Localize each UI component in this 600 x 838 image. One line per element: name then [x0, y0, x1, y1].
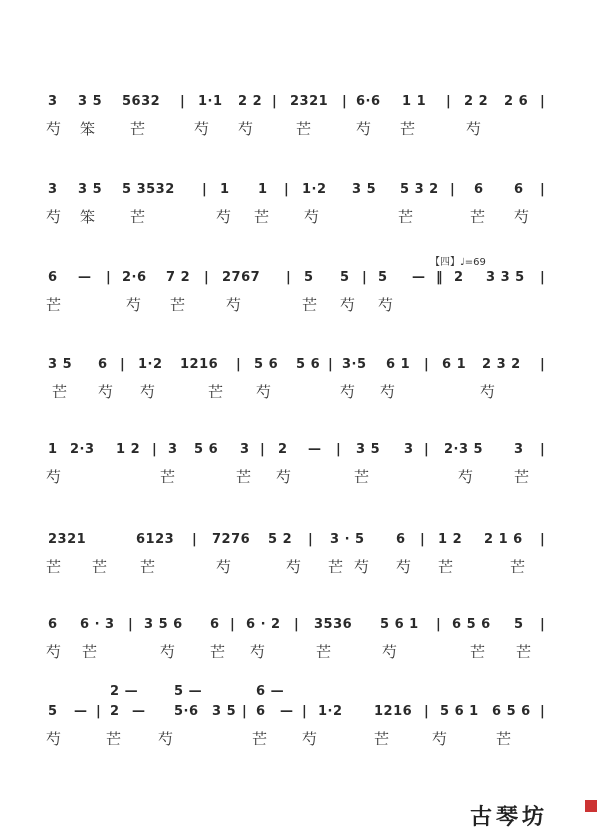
- barline: |: [120, 357, 126, 372]
- note: 1·2: [138, 357, 163, 372]
- note: 5 6 1: [440, 704, 479, 719]
- barline: |: [294, 617, 300, 632]
- barline: |: [302, 704, 308, 719]
- tablature-char: 芒: [236, 468, 252, 486]
- note: 2321: [290, 94, 329, 109]
- tablature-char: 芒: [106, 730, 122, 748]
- tablature-char: 芍: [216, 208, 232, 226]
- note: 6·6: [356, 94, 381, 109]
- note: 6: [98, 357, 108, 372]
- note: 2767: [222, 270, 261, 285]
- tablature-char: 芒: [398, 208, 414, 226]
- note: 5: [48, 704, 58, 719]
- note: 5 6: [194, 442, 219, 457]
- tablature-char: 芍: [46, 468, 62, 486]
- note: 2 —: [110, 684, 139, 699]
- tablature-char: 芍: [194, 120, 210, 138]
- note: 1·2: [302, 182, 327, 197]
- tablature-char: 芍: [432, 730, 448, 748]
- tablature-char: 芍: [396, 558, 412, 576]
- note: 5 3532: [122, 182, 175, 197]
- barline: |: [180, 94, 186, 109]
- note: 1 1: [402, 94, 427, 109]
- barline: |: [192, 532, 198, 547]
- tablature-char: 芍: [140, 383, 156, 401]
- barline: |: [424, 357, 430, 372]
- tablature-char: 芍: [46, 643, 62, 661]
- notation-line: [40, 530, 560, 552]
- note: 6 5 6: [452, 617, 491, 632]
- tablature-char: 芍: [216, 558, 232, 576]
- tablature-char: 芍: [466, 120, 482, 138]
- note: 7 2: [166, 270, 191, 285]
- notation-line: [40, 268, 560, 290]
- notation-line: [40, 180, 560, 202]
- note: 5: [340, 270, 350, 285]
- note: 2: [278, 442, 288, 457]
- note: 3 5: [78, 94, 103, 109]
- note: 3: [404, 442, 414, 457]
- tablature-line: [40, 728, 560, 752]
- tablature-char: 芒: [400, 120, 416, 138]
- tablature-char: 芍: [378, 296, 394, 314]
- barline: |: [96, 704, 102, 719]
- note: —: [308, 442, 322, 457]
- tablature-char: 芒: [470, 208, 486, 226]
- tablature-char: 芒: [302, 296, 318, 314]
- note: 3: [48, 182, 58, 197]
- barline: |: [204, 270, 210, 285]
- note: 6 1: [386, 357, 411, 372]
- notation-line: [40, 355, 560, 377]
- note: 2·3: [70, 442, 95, 457]
- barline: |: [242, 704, 248, 719]
- tablature-char: 芒: [92, 558, 108, 576]
- barline: |: [540, 704, 546, 719]
- barline: |: [336, 442, 342, 457]
- tablature-char: 芍: [46, 120, 62, 138]
- tablature-char: 芍: [238, 120, 254, 138]
- tablature-char: 芒: [496, 730, 512, 748]
- barline: |: [436, 617, 442, 632]
- note: —: [74, 704, 88, 719]
- barline: |: [540, 357, 546, 372]
- barline: |: [362, 270, 368, 285]
- barline: |: [106, 270, 112, 285]
- tablature-char: 芒: [46, 296, 62, 314]
- tablature-char: 芍: [356, 120, 372, 138]
- barline: |: [236, 357, 242, 372]
- note: —: [78, 270, 92, 285]
- tablature-line: [40, 556, 560, 580]
- note: 6: [256, 704, 266, 719]
- note: 3: [240, 442, 250, 457]
- note: 6 5 6: [492, 704, 531, 719]
- tablature-line: [40, 381, 560, 405]
- note: 5 —: [174, 684, 203, 699]
- barline: |: [342, 94, 348, 109]
- note: 3 5: [48, 357, 73, 372]
- barline: |: [308, 532, 314, 547]
- note: 3 5: [352, 182, 377, 197]
- note: 5632: [122, 94, 161, 109]
- note: 5 6 1: [380, 617, 419, 632]
- notation-line: [40, 440, 560, 462]
- tablature-char: 芒: [374, 730, 390, 748]
- note: 2·6: [122, 270, 147, 285]
- note: —: [280, 704, 294, 719]
- note: 1·2: [318, 704, 343, 719]
- note: 5 2: [268, 532, 293, 547]
- tablature-char: 芍: [382, 643, 398, 661]
- tablature-line: [40, 466, 560, 490]
- note: 5 3 2: [400, 182, 439, 197]
- note: 3: [48, 94, 58, 109]
- note: 1 2: [438, 532, 463, 547]
- barline: |: [286, 270, 292, 285]
- barline: |: [446, 94, 452, 109]
- barline: |: [260, 442, 266, 457]
- barline: |: [540, 532, 546, 547]
- barline: |: [424, 442, 430, 457]
- tablature-char: 芍: [354, 558, 370, 576]
- barline: |: [152, 442, 158, 457]
- tablature-char: 芒: [296, 120, 312, 138]
- note: 2 2: [238, 94, 263, 109]
- barline: |: [202, 182, 208, 197]
- note: 6: [514, 182, 524, 197]
- note: 6: [474, 182, 484, 197]
- barline: |: [230, 617, 236, 632]
- barline: |: [272, 94, 278, 109]
- note: 6123: [136, 532, 175, 547]
- note: 6 —: [256, 684, 285, 699]
- tablature-char: 芍: [250, 643, 266, 661]
- tablature-line: [40, 206, 560, 230]
- tablature-char: 芍: [302, 730, 318, 748]
- note: 2·3 5: [444, 442, 484, 457]
- note: 5: [304, 270, 314, 285]
- tablature-char: 芒: [82, 643, 98, 661]
- tablature-char: 芍: [276, 468, 292, 486]
- tablature-line: [40, 641, 560, 665]
- seal-stamp: [585, 800, 597, 812]
- tablature-char: 芍: [340, 296, 356, 314]
- note: 7276: [212, 532, 251, 547]
- tablature-char: 芒: [328, 558, 344, 576]
- tablature-char: 芒: [210, 643, 226, 661]
- tablature-line: [40, 118, 560, 142]
- barline: |: [540, 617, 546, 632]
- note: 3536: [314, 617, 353, 632]
- note: 2 3 2: [482, 357, 521, 372]
- note: 5 6: [296, 357, 321, 372]
- tablature-char: 芒: [140, 558, 156, 576]
- tablature-line: [40, 294, 560, 318]
- note: 3 5: [78, 182, 103, 197]
- note: 1: [48, 442, 58, 457]
- note: 5: [378, 270, 388, 285]
- tablature-char: 芒: [516, 643, 532, 661]
- tablature-char: 芒: [52, 383, 68, 401]
- double-barline: ‖: [436, 270, 443, 285]
- tablature-char: 芍: [160, 643, 176, 661]
- note: 5·6: [174, 704, 199, 719]
- tablature-char: 笨: [80, 208, 96, 226]
- note: 2: [110, 704, 120, 719]
- note: 1: [220, 182, 230, 197]
- note: 5 6: [254, 357, 279, 372]
- upper-notation-line: [40, 682, 560, 700]
- tempo-mark: 【四】♩=69: [430, 257, 486, 268]
- notation-line: [40, 92, 560, 114]
- tablature-char: 芒: [46, 558, 62, 576]
- tablature-char: 芒: [514, 468, 530, 486]
- barline: |: [328, 357, 334, 372]
- note: 2 1 6: [484, 532, 523, 547]
- note: —: [132, 704, 146, 719]
- watermark-text: 古琴坊: [470, 804, 549, 830]
- barline: |: [540, 442, 546, 457]
- tablature-char: 芒: [438, 558, 454, 576]
- note: 1216: [374, 704, 413, 719]
- barline: |: [540, 270, 546, 285]
- tablature-char: 芍: [480, 383, 496, 401]
- note: 2 2: [464, 94, 489, 109]
- tablature-char: 芍: [46, 730, 62, 748]
- tablature-char: 芒: [252, 730, 268, 748]
- note: 2321: [48, 532, 87, 547]
- tablature-char: 芒: [208, 383, 224, 401]
- tablature-char: 芍: [286, 558, 302, 576]
- note: 6: [48, 270, 58, 285]
- tablature-char: 芍: [514, 208, 530, 226]
- note: 1 2: [116, 442, 141, 457]
- tablature-char: 芍: [98, 383, 114, 401]
- note: 1216: [180, 357, 219, 372]
- barline: |: [284, 182, 290, 197]
- note: 6 · 2: [246, 617, 281, 632]
- note: 1·1: [198, 94, 223, 109]
- tablature-char: 芍: [46, 208, 62, 226]
- barline: |: [450, 182, 456, 197]
- tablature-char: 芒: [130, 120, 146, 138]
- tablature-char: 芍: [256, 383, 272, 401]
- tablature-char: 芒: [510, 558, 526, 576]
- note: 3 5: [356, 442, 381, 457]
- tablature-char: 芍: [226, 296, 242, 314]
- tablature-char: 芍: [304, 208, 320, 226]
- note: 3 3 5: [486, 270, 525, 285]
- note: 2: [454, 270, 464, 285]
- note: 6: [396, 532, 406, 547]
- tablature-char: 芒: [130, 208, 146, 226]
- tablature-char: 芍: [380, 383, 396, 401]
- notation-line: [40, 615, 560, 637]
- note: 6: [210, 617, 220, 632]
- barline: |: [424, 704, 430, 719]
- note: 1: [258, 182, 268, 197]
- barline: |: [420, 532, 426, 547]
- tablature-char: 芍: [158, 730, 174, 748]
- note: 6 · 3: [80, 617, 115, 632]
- note: 3: [168, 442, 178, 457]
- tablature-char: 芍: [126, 296, 142, 314]
- tablature-char: 芒: [160, 468, 176, 486]
- note: 2 6: [504, 94, 529, 109]
- note: —: [412, 270, 426, 285]
- note: 6: [48, 617, 58, 632]
- tablature-char: 芍: [458, 468, 474, 486]
- note: 5: [514, 617, 524, 632]
- note: 3·5: [342, 357, 367, 372]
- tablature-char: 芒: [470, 643, 486, 661]
- tablature-char: 芒: [316, 643, 332, 661]
- barline: |: [540, 182, 546, 197]
- tablature-char: 芒: [254, 208, 270, 226]
- tablature-char: 芍: [340, 383, 356, 401]
- note: 3 · 5: [330, 532, 365, 547]
- tablature-char: 芒: [170, 296, 186, 314]
- note: 3: [514, 442, 524, 457]
- note: 6 1: [442, 357, 467, 372]
- note: 3 5 6: [144, 617, 183, 632]
- tablature-char: 芒: [354, 468, 370, 486]
- barline: |: [540, 94, 546, 109]
- tablature-char: 笨: [80, 120, 96, 138]
- note: 3 5: [212, 704, 237, 719]
- barline: |: [128, 617, 134, 632]
- notation-line: [40, 702, 560, 724]
